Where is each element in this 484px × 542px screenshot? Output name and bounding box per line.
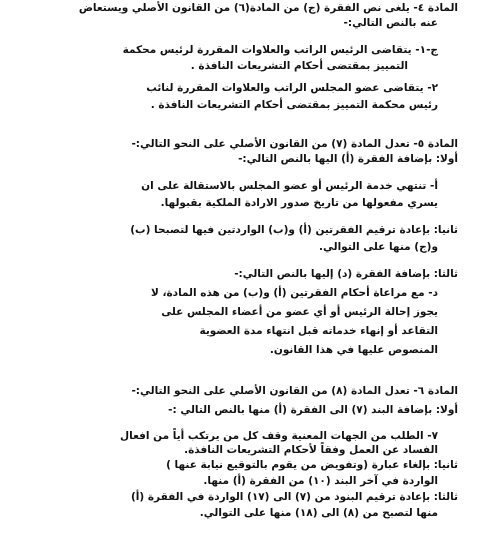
clause-a: أ- تنتهي خدمة الرئيس أو عضو المجلس بالاستقالة على ان [141,180,438,192]
clause-d-cont-3: المنصوص عليها في هذا القانون. [269,344,438,356]
clause-c1-cont: التمييز بمقتضى أحكام التشريعات النافذة . [190,60,408,72]
article-6-second-cont: الواردة في آخر البند (١٠) من الفقرة (أ) منها. [203,475,438,487]
clause-c2: ٢- يتقاضى عضو المجلس الراتب والعلاوات المقررة لنائب [146,82,438,94]
item-7-cont: الفساد عن العمل وفقاً لأحكام التشريعات النافذة. [184,444,438,456]
article-6-third: ثالثا: بإعادة ترقيم البنود من (٧) الى (١٧) الواردة في الفقرة (أ) [130,491,458,503]
article-6-first: أولا: بإضافة البند (٧) الى الفقرة (أ) منها بالنص التالي :- [168,404,458,416]
clause-c1: ج-١- يتقاضى الرئيس الراتب والعلاوات المقررة لرئيس محكمة [122,44,438,56]
article-4-heading: المادة ٤- يلغى نص الفقرة (ج) من المادة(٦) من القانون الأصلي ويستعاض [78,2,458,14]
article-6-third-cont: منها لتصبح من (٨) الى (١٨) منها على التوالي. [199,507,438,519]
article-5-second-cont: و(ج) منها على التوالي. [319,241,438,253]
article-4-heading-cont: عنه بالنص التالي:- [343,17,438,29]
clause-c2-cont: رئيس محكمة التمييز بمقتضى أحكام التشريعات النافذة . [150,99,438,111]
item-7: ٧- الطلب من الجهات المعنية وقف كل من يرتكب أياً من افعال [120,430,438,442]
article-5-second: ثانيا: بإعادة ترقيم الفقرتين (أ) و(ب) الواردتين فيها لتصبحا (ب) [130,224,458,236]
clause-a-cont: يسري مفعولها من تاريخ صدور الارادة الملكية بقبولها. [160,197,438,209]
article-5-first: أولا: بإضافة الفقرة (أ) اليها بالنص التالي:- [238,153,458,165]
article-5-heading: المادة ٥- تعدل المادة (٧) من القانون الأصلي على النحو التالي:- [131,138,458,150]
article-6-second: ثانيا: بإلغاء عبارة (وتفويض من يقوم بالتوقيع نيابة عنها ) [166,459,458,471]
clause-d: د- مع مراعاة أحكام الفقرتين (أ) و(ب) من هذه المادة، لا [151,287,438,299]
article-5-third: ثالثا: بإضافة الفقرة (د) إليها بالنص التالي:- [234,268,458,280]
clause-d-cont-1: يجوز إحالة الرئيس أو أي عضو من أعضاء المجلس على [161,306,438,318]
article-6-heading: المادة ٦- تعدل المادة (٨) من القانون الأصلي على النحو التالي:- [131,385,458,397]
clause-d-cont-2: التقاعد أو إنهاء خدماته قبل انتهاء مدة العضوية [199,325,438,337]
